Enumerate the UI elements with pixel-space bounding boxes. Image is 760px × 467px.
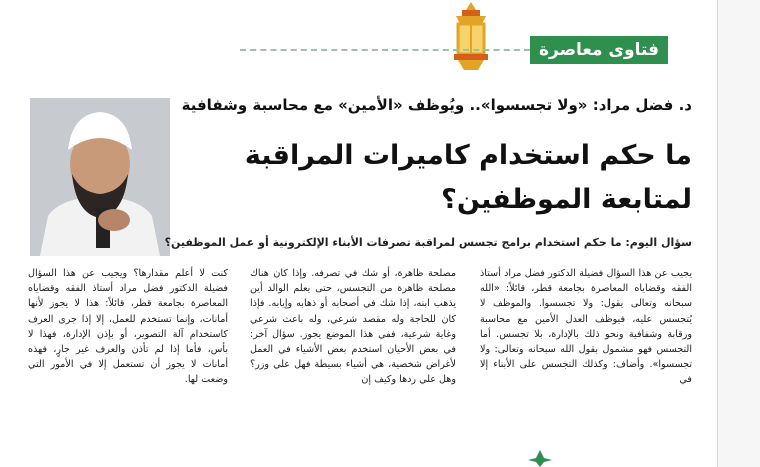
text-column-3 <box>28 266 228 456</box>
banner-dashed-rule <box>240 49 530 51</box>
ornament-icon <box>520 450 560 467</box>
article-headline <box>190 134 692 222</box>
column-1-paragraph: يجيب عن هذا السؤال فضيلة الدكتور فضل مراد أستاذ الفقه وقضاياه المعاصرة بجامعة قطر، قائلاً: «الله سبحانه وتعالى يقول: ولا تجسسوا. والموظف لا يُتجسس عليه، فيوظف العدل الأمين مع محاسبة ورقابة وشفافية ونحو ذلك بالإدارة، بلا تجسس. أما التجسس فهو مشمول بقول الله سبحانه وتعالى: ولا تجسسوا». وأضاف: وكذلك التجسس على الأبناء إلا في <box>480 268 692 386</box>
column-3-paragraph: كنت لا أعلم مقدارها؟ ويجيب عن هذا السؤال فضيلة الدكتور فضل مراد أستاذ الفقه وقضاياه المعاصرة بجامعة قطر، قائلاً: هذا لا يجوز لأنها أمانات، وإنما تستخدم للعمل، إلا إذا جرى العرف كاستخدام آلة التصوير، أو بإذن الإدارة، فهذا لا بأس، فأما إذا لم تأذن والعرف غير جارٍ، فهذه أمانات لا يجوز أن تستعمل إلا في الأمور التي وضعت لها. <box>28 268 228 386</box>
section-label: فتاوى معاصرة <box>530 36 668 64</box>
headline-line-1: ما حكم استخدام كاميرات المراقبة <box>244 140 692 171</box>
headline-line-2: لمتابعة الموظفين؟ <box>441 184 692 215</box>
article-kicker: د. فضل مراد: «ولا تجسسوا».. ويُوظف «الأمين» مع محاسبة وشفافية <box>181 96 692 114</box>
lantern-icon <box>438 0 504 76</box>
text-column-2 <box>250 266 456 456</box>
column-2-paragraph: مصلحة ظاهرة، أو شك في تصرفه. وإذا كان هناك مصلحة ظاهرة من التجسس، حتى يعلم الوالد أين يذهب ابنه، إذا شك في أصحابه أو ذهابه وإيابه. فإذا كان للحاجة وله مقصد شرعي، وله باعث شرعي وغاية شرعية، ففي هذا الموضع يجوز. سؤال آخر: في بعض الأحيان استخدم بعض الأشياء في العمل لأغراض شخصية، هي أشياء بسيطة فهل علي وزر؟ وهل علي ردها وكيف إن <box>250 268 456 386</box>
article-subhead: سؤال اليوم: ما حكم استخدام برامج تجسس لمراقبة تصرفات الأبناء الإلكترونية أو عمل الموظفين؟ <box>164 236 692 249</box>
text-column-1 <box>480 266 692 456</box>
page-edge-strip <box>717 0 760 467</box>
author-photo <box>30 98 170 256</box>
